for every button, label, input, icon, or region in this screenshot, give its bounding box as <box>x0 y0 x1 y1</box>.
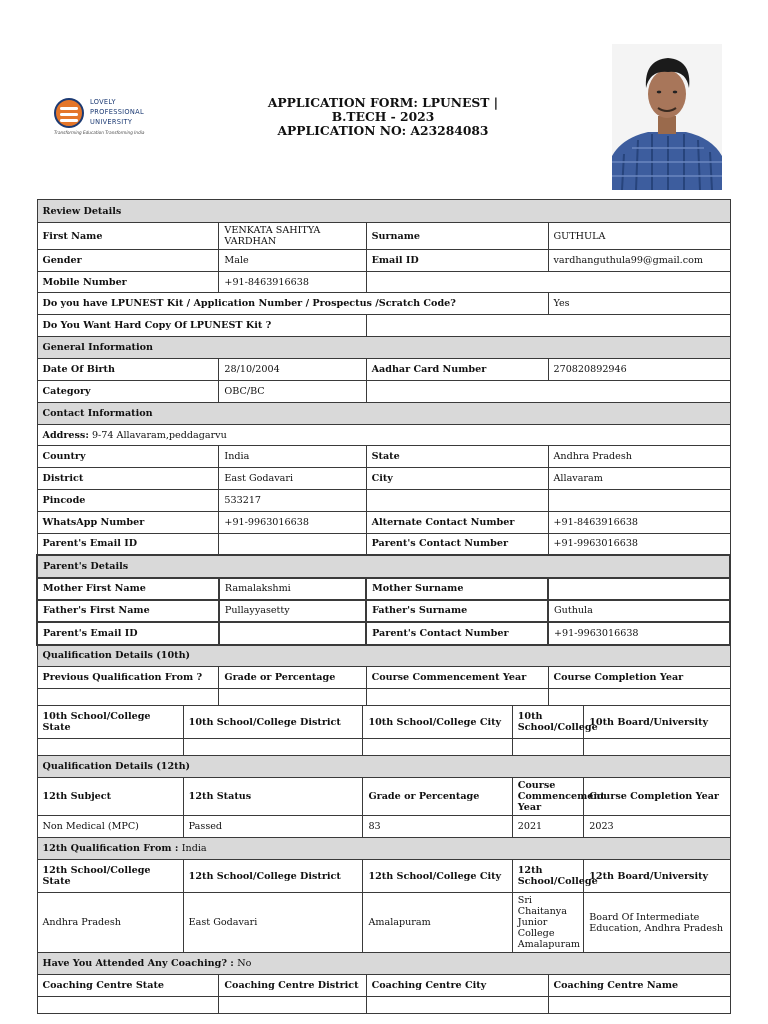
table-row <box>37 490 730 512</box>
column-header: 12th School/College <box>512 860 584 893</box>
column-header: Coaching Centre City <box>366 975 548 997</box>
mother-surname-value <box>548 578 730 600</box>
coaching-question-label: Have You Attended Any Coaching? : <box>42 958 234 969</box>
table-cell: Non Medical (MPC) <box>37 816 183 838</box>
table-row <box>37 706 730 739</box>
column-header: 10th School/College District <box>183 706 363 739</box>
table-row <box>37 512 730 534</box>
table-cell: Andhra Pradesh <box>37 893 183 953</box>
title-line-1: APPLICATION FORM: LPUNEST | <box>267 95 499 110</box>
mother-surname-label: Mother Surname <box>366 578 548 600</box>
column-header: 10th Board/University <box>584 706 730 739</box>
qualification-from-label: 12th Qualification From : <box>42 843 179 854</box>
mobile-value: +91-8463916638 <box>219 272 366 293</box>
category-label: Category <box>37 381 219 403</box>
empty-cell <box>366 272 730 293</box>
lpu-emblem-icon <box>54 98 84 128</box>
table-row <box>37 997 730 1014</box>
column-header: 12th Subject <box>37 778 183 816</box>
logo-tagline: Transforming Education Transforming India <box>54 130 145 135</box>
table-row <box>37 223 730 250</box>
qualification-from-value: India <box>181 843 207 854</box>
section-row <box>37 337 730 359</box>
table-cell: Board Of Intermediate Education, Andhra Pradesh <box>584 893 730 953</box>
table-cell: 2021 <box>512 816 584 838</box>
table-cell <box>548 997 730 1014</box>
empty-cell <box>366 381 730 403</box>
table-cell: 2023 <box>584 816 730 838</box>
pincode-value: 533217 <box>219 490 366 512</box>
section-parents-details: Parent's Details <box>37 555 730 578</box>
column-header: Coaching Centre Name <box>548 975 730 997</box>
whatsapp-label: WhatsApp Number <box>37 512 219 534</box>
email-value: vardhanguthula99@gmail.com <box>548 250 730 272</box>
section-review-details: Review Details <box>37 200 730 223</box>
title-line-3: APPLICATION NO: A23284083 <box>277 123 489 138</box>
section-row <box>37 645 730 667</box>
address-value: 9-74 Allavaram,peddagarvu <box>91 429 227 441</box>
mobile-label: Mobile Number <box>37 272 219 293</box>
email-label: Email ID <box>366 250 548 272</box>
university-logo <box>52 96 148 138</box>
column-header: Previous Qualification From ? <box>37 667 219 689</box>
father-first-name-label: Father's First Name <box>37 600 219 622</box>
parents-email-label: Parent's Email ID <box>37 622 219 645</box>
column-header: 10th School/College City <box>363 706 512 739</box>
district-label: District <box>37 468 219 490</box>
address-label: Address: <box>42 429 89 441</box>
table-row <box>37 381 730 403</box>
table-cell: East Godavari <box>183 893 363 953</box>
table-cell <box>183 739 363 756</box>
father-surname-label: Father's Surname <box>366 600 548 622</box>
applicant-portrait-icon <box>612 44 722 190</box>
kit-question: Do you have LPUNEST Kit / Application Number / Prospectus /Scratch Code? <box>37 293 548 315</box>
column-header: Grade or Percentage <box>219 667 366 689</box>
logo-wordmark: LOVELY PROFESSIONAL UNIVERSITY <box>90 98 144 126</box>
parent-email-label: Parent's Email ID <box>37 534 219 555</box>
applicant-photo <box>612 44 722 190</box>
title-line-2: B.TECH - 2023 <box>331 109 435 124</box>
city-value: Allavaram <box>548 468 730 490</box>
country-label: Country <box>37 446 219 468</box>
parents-email-value <box>219 622 366 645</box>
table-row <box>37 272 730 293</box>
section-general-information: General Information <box>37 337 730 359</box>
section-row <box>37 200 730 223</box>
table-row <box>37 893 730 953</box>
parent-contact-label: Parent's Contact Number <box>366 534 548 555</box>
pincode-label: Pincode <box>37 490 219 512</box>
parents-contact-value: +91-9963016638 <box>548 622 730 645</box>
column-header: 12th School/College City <box>363 860 512 893</box>
column-header: 12th School/College District <box>183 860 363 893</box>
table-row <box>37 600 730 622</box>
table-row <box>37 446 730 468</box>
state-value: Andhra Pradesh <box>548 446 730 468</box>
table-row <box>37 860 730 893</box>
column-header: 10th School/College State <box>37 706 183 739</box>
coaching-question-row <box>37 953 730 975</box>
column-header: Course Commencement Year <box>366 667 548 689</box>
table-row <box>37 315 730 337</box>
table-row <box>37 689 730 706</box>
category-value: OBC/BC <box>219 381 366 403</box>
parent-email-value <box>219 534 366 555</box>
table-row <box>37 975 730 997</box>
district-value: East Godavari <box>219 468 366 490</box>
section-qualification-12th: Qualification Details (12th) <box>37 756 730 778</box>
parents-contact-label: Parent's Contact Number <box>366 622 548 645</box>
table-cell <box>584 739 730 756</box>
parent-contact-value: +91-9963016638 <box>548 534 730 555</box>
gender-label: Gender <box>37 250 219 272</box>
section-contact-information: Contact Information <box>37 403 730 425</box>
state-label: State <box>366 446 548 468</box>
alt-contact-value: +91-8463916638 <box>548 512 730 534</box>
table-cell <box>512 739 584 756</box>
table-row <box>37 739 730 756</box>
first-name-value: VENKATA SAHITYA VARDHAN <box>219 223 366 250</box>
table-row <box>37 667 730 689</box>
table-row <box>37 816 730 838</box>
section-row <box>37 555 730 578</box>
column-header: 12th Board/University <box>584 860 730 893</box>
empty-cell <box>366 490 548 512</box>
whatsapp-value: +91-9963016638 <box>219 512 366 534</box>
table-row <box>37 293 730 315</box>
table-cell <box>37 997 219 1014</box>
table-row <box>37 578 730 600</box>
column-header: Course Completion Year <box>548 667 730 689</box>
table-cell <box>37 739 183 756</box>
column-header: 12th School/College State <box>37 860 183 893</box>
hardcopy-question: Do You Want Hard Copy Of LPUNEST Kit ? <box>37 315 366 337</box>
column-header: 10th School/College <box>512 706 584 739</box>
surname-value: GUTHULA <box>548 223 730 250</box>
table-cell <box>366 997 548 1014</box>
table-cell <box>219 689 366 706</box>
section-row <box>37 838 730 860</box>
dob-value: 28/10/2004 <box>219 359 366 381</box>
section-row <box>37 953 730 975</box>
city-label: City <box>366 468 548 490</box>
table-cell: Amalapuram <box>363 893 512 953</box>
mother-first-name-value: Ramalakshmi <box>219 578 366 600</box>
table-row <box>37 425 730 446</box>
aadhar-label: Aadhar Card Number <box>366 359 548 381</box>
hardcopy-answer <box>366 315 730 337</box>
table-row <box>37 534 730 555</box>
gender-value: Male <box>219 250 366 272</box>
table-cell: Passed <box>183 816 363 838</box>
table-cell: Sri Chaitanya Junior College Amalapuram <box>512 893 584 953</box>
empty-cell <box>548 490 730 512</box>
column-header: Coaching Centre District <box>219 975 366 997</box>
country-value: India <box>219 446 366 468</box>
table-row <box>37 622 730 645</box>
mother-first-name-label: Mother First Name <box>37 578 219 600</box>
table-row <box>37 359 730 381</box>
table-row <box>37 468 730 490</box>
form-title <box>252 96 514 138</box>
table-cell <box>219 997 366 1014</box>
column-header: Grade or Percentage <box>363 778 512 816</box>
aadhar-value: 270820892946 <box>548 359 730 381</box>
table-cell <box>366 689 548 706</box>
father-surname-value: Guthula <box>548 600 730 622</box>
coaching-answer: No <box>237 958 252 969</box>
column-header: 12th Status <box>183 778 363 816</box>
table-cell <box>37 689 219 706</box>
father-first-name-value: Pullayyasetty <box>219 600 366 622</box>
column-header: Course Completion Year <box>584 778 730 816</box>
table-row <box>37 250 730 272</box>
table-cell: 83 <box>363 816 512 838</box>
surname-label: Surname <box>366 223 548 250</box>
column-header: Coaching Centre State <box>37 975 219 997</box>
column-header: Course Commencement Year <box>512 778 584 816</box>
first-name-label: First Name <box>37 223 219 250</box>
table-cell <box>548 689 730 706</box>
table-cell <box>363 739 512 756</box>
table-row <box>37 778 730 816</box>
alt-contact-label: Alternate Contact Number <box>366 512 548 534</box>
application-form-table <box>36 199 731 1014</box>
address-cell <box>37 425 730 446</box>
section-row <box>37 756 730 778</box>
kit-answer: Yes <box>548 293 730 315</box>
qualification-from-row <box>37 838 730 860</box>
dob-label: Date Of Birth <box>37 359 219 381</box>
section-row <box>37 403 730 425</box>
section-qualification-10th: Qualification Details (10th) <box>37 645 730 667</box>
